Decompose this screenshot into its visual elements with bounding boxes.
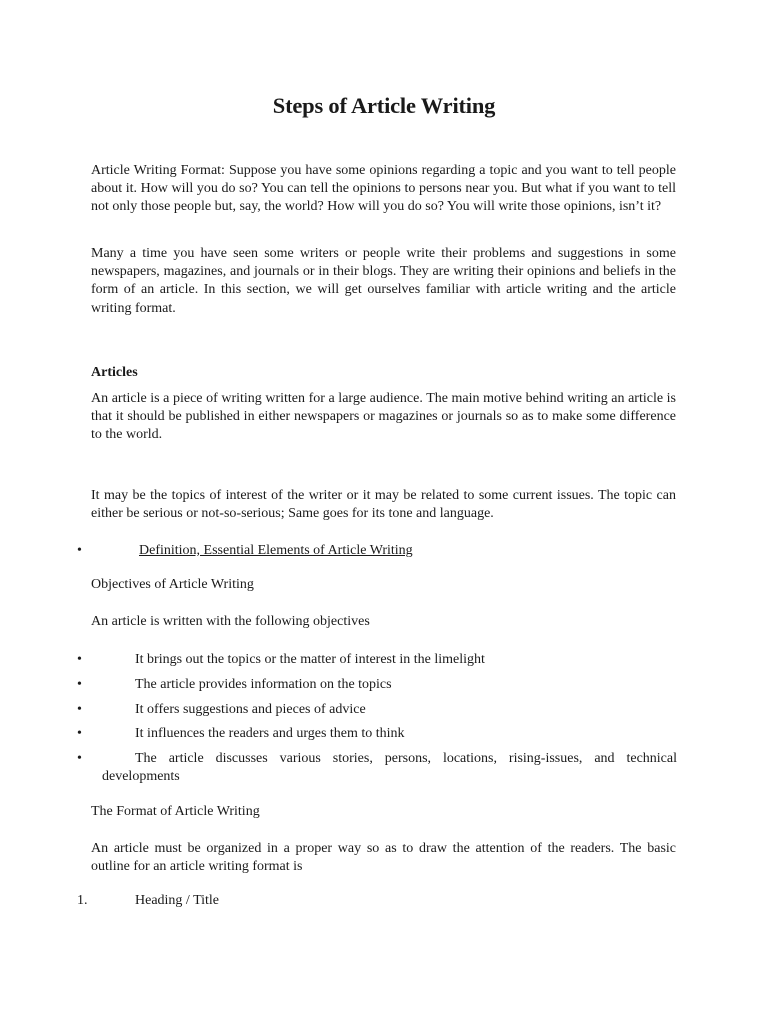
objective-list-item [77, 725, 677, 743]
articles-paragraph-2: It may be the topics of interest of the writer or it may be related to some current issues. The topic can either be serious or not-so-serious; Same goes for its tone and language. [91, 488, 676, 522]
bullet-icon: • [77, 652, 82, 667]
objective-text: It influences the readers and urges them to think [135, 726, 405, 741]
objective-list-item [77, 651, 677, 669]
intro-paragraph-1: Article Writing Format: Suppose you have some opinions regarding a topic and you want to tell people about it. How will you do so? You can tell the opinions to persons near you. But what if you want to tell not only those people but, say, the world? How will you do so? You will write those opinions, isn’t it? [91, 163, 676, 215]
objective-list-item [77, 701, 677, 719]
bullet-icon: • [77, 751, 82, 766]
objective-list-item [77, 676, 677, 694]
definition-bullet-item [77, 542, 677, 560]
definition-link-text[interactable]: Definition, Essential Elements of Article Writing [139, 543, 413, 558]
articles-paragraph-1: An article is a piece of writing written for a large audience. The main motive behind writing an article is that it should be published in either newspapers or magazines or journals so as to make some difference to the world. [91, 391, 676, 443]
bullet-icon: • [77, 543, 82, 558]
objective-text: It brings out the topics or the matter of interest in the limelight [135, 652, 485, 667]
objective-text: It offers suggestions and pieces of advice [135, 702, 366, 717]
format-paragraph: An article must be organized in a proper way so as to draw the attention of the readers. The basic outline for an article writing format is [91, 841, 676, 875]
objective-list-item [77, 750, 677, 786]
articles-heading: Articles [91, 365, 138, 380]
objectives-heading: Objectives of Article Writing [91, 577, 254, 592]
bullet-icon: • [77, 726, 82, 741]
list-number: 1. [77, 893, 88, 908]
bullet-icon: • [77, 677, 82, 692]
document-title: Steps of Article Writing [272, 93, 496, 118]
list-item-text: Heading / Title [135, 893, 220, 908]
objective-text: The article provides information on the topics [135, 677, 392, 692]
objectives-lead: An article is written with the following objectives [91, 614, 370, 629]
intro-paragraph-2: Many a time you have seen some writers or people write their problems and suggestions in some newspapers, magazines, and journals or in their blogs. They are writing their opinions and beliefs in the form of an article. In this section, we will get ourselves familiar with article writing and the article writing format. [91, 246, 676, 316]
format-heading: The Format of Article Writing [91, 804, 260, 819]
objective-text: The article discusses various stories, persons, locations, rising-issues, and technical developments [102, 751, 677, 785]
bullet-icon: • [77, 702, 82, 717]
